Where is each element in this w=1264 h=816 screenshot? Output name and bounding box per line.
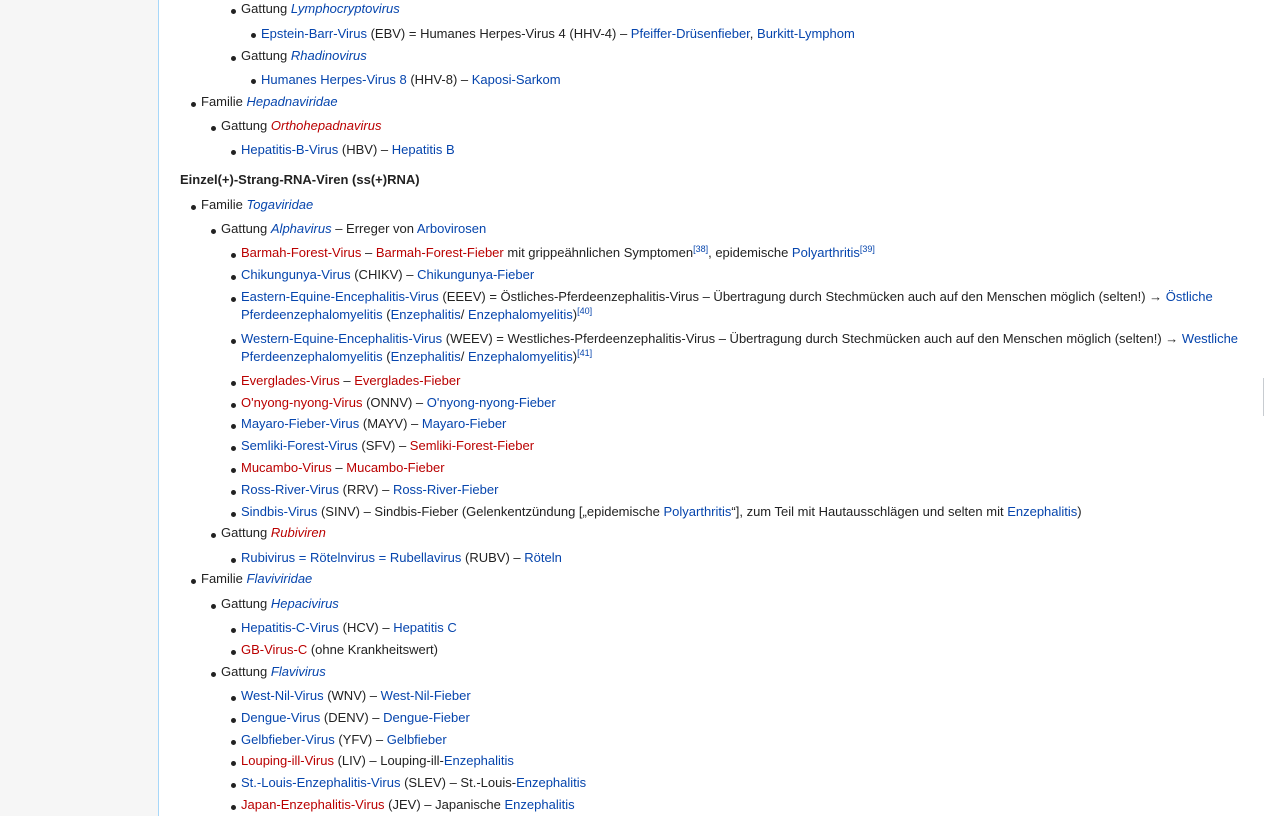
list-bullet xyxy=(211,672,216,677)
genus-link-hepacivirus[interactable]: Hepacivirus xyxy=(270,596,339,611)
list-bullet xyxy=(231,490,236,495)
link-arbovirosen[interactable]: Arbovirosen xyxy=(416,221,487,236)
list-bullet xyxy=(231,761,236,766)
genus-link-orthohepadnavirus[interactable]: Orthohepadnavirus xyxy=(270,118,382,133)
list-bullet xyxy=(231,468,236,473)
virus-link-epstein-barr[interactable]: Epstein-Barr-Virus xyxy=(261,26,367,41)
virus-link-semliki-forest[interactable]: Semliki-Forest-Virus xyxy=(241,438,358,453)
virus-link-barmah-forest[interactable]: Barmah-Forest-Virus xyxy=(241,245,362,260)
list-item: Mucambo-Virus – Mucambo-Fieber xyxy=(241,460,445,475)
list-bullet xyxy=(231,424,236,429)
list-item: Eastern-Equine-Encephalitis-Virus (EEEV) = Östliches-Pferdeenzephalitis-Virus – Übertragung durch Stechmücken auch auf den Menschen möglich (selten!) → Östliche Pferdeenzephalomyelitis (Enzephalitis/ Enzephalomyelitis)[40] xyxy=(241,289,1213,322)
family-link-flaviviridae[interactable]: Flaviviridae xyxy=(246,571,313,586)
list-item: St.-Louis-Enzephalitis-Virus (SLEV) – St.-Louis-Enzephalitis xyxy=(241,775,587,790)
list-bullet xyxy=(231,297,236,302)
list-bullet xyxy=(231,446,236,451)
list-bullet xyxy=(191,102,196,107)
disease-link-ross-river-fieber[interactable]: Ross-River-Fieber xyxy=(392,482,499,497)
list-item: Gelbfieber-Virus (YFV) – Gelbfieber xyxy=(241,732,447,747)
list-item: Japan-Enzephalitis-Virus (JEV) – Japanische Enzephalitis xyxy=(241,797,575,812)
virus-link-ross-river[interactable]: Ross-River-Virus xyxy=(241,482,339,497)
list-item: Humanes Herpes-Virus 8 (HHV-8) – Kaposi-Sarkom xyxy=(261,72,561,87)
list-item: Gattung Flavivirus xyxy=(221,664,326,679)
virus-link-mayaro[interactable]: Mayaro-Fieber-Virus xyxy=(241,416,360,431)
list-item: Gattung Lymphocryptovirus xyxy=(241,1,400,16)
virus-link-dengue[interactable]: Dengue-Virus xyxy=(241,710,321,725)
disease-link-gelbfieber[interactable]: Gelbfieber xyxy=(386,732,447,747)
disease-link-polyarthritis[interactable]: Polyarthritis xyxy=(791,245,860,260)
list-bullet xyxy=(231,718,236,723)
list-item: Gattung Orthohepadnavirus xyxy=(221,118,382,133)
genus-link-flavivirus[interactable]: Flavivirus xyxy=(270,664,326,679)
disease-link-roeteln[interactable]: Röteln xyxy=(524,550,562,565)
list-bullet xyxy=(191,205,196,210)
virus-link-onyong-nyong[interactable]: O'nyong-nyong-Virus xyxy=(241,395,363,410)
virus-link-weev[interactable]: Western-Equine-Encephalitis-Virus xyxy=(241,331,443,346)
list-bullet xyxy=(251,33,256,38)
disease-link-enzephalitis[interactable]: Enzephalitis xyxy=(504,797,575,812)
disease-link-mayaro-fieber[interactable]: Mayaro-Fieber xyxy=(421,416,507,431)
list-item: Western-Equine-Encephalitis-Virus (WEEV) = Westliches-Pferdeenzephalitis-Virus – Übertragung durch Stechmücken auch auf den Menschen möglich (selten!) → Westliche Pferdeenzephalomyelitis (Enzephalitis/ Enzephalomyelitis)[41] xyxy=(241,331,1239,364)
list-item: Everglades-Virus – Everglades-Fieber xyxy=(241,373,461,388)
list-item: GB-Virus-C (ohne Krankheitswert) xyxy=(241,642,438,657)
family-link-togaviridae[interactable]: Togaviridae xyxy=(246,197,314,212)
virus-link-louping-ill[interactable]: Louping-ill-Virus xyxy=(241,753,334,768)
reference-link[interactable]: [39] xyxy=(859,244,875,254)
virus-link-hcv[interactable]: Hepatitis-C-Virus xyxy=(241,620,340,635)
disease-link-enzephalitis[interactable]: Enzephalitis xyxy=(516,775,587,790)
list-item: Gattung Alphavirus – Erreger von Arbovirosen xyxy=(221,221,487,236)
list-bullet xyxy=(231,56,236,61)
list-item: Barmah-Forest-Virus – Barmah-Forest-Fieber mit grippeähnlichen Symptomen[38], epidemische Polyarthritis[39] xyxy=(241,244,875,260)
disease-link-westliche-pferdeenzephalomyelitis[interactable]: Westliche Pferdeenzephalomyelitis xyxy=(241,331,1239,364)
section-heading: Einzel(+)-Strang-RNA-Viren (ss(+)RNA) xyxy=(180,172,420,187)
list-bullet xyxy=(231,696,236,701)
reference-link[interactable]: [38] xyxy=(693,244,709,254)
list-item: Gattung Rubiviren xyxy=(221,525,326,540)
list-item: Sindbis-Virus (SINV) – Sindbis-Fieber (Gelenkentzündung [„epidemische Polyarthritis“], zum Teil mit Hautausschlägen und selten mit Enzephalitis) xyxy=(241,504,1082,519)
list-item: Hepatitis-C-Virus (HCV) – Hepatitis C xyxy=(241,620,457,635)
family-link-hepadnaviridae[interactable]: Hepadnaviridae xyxy=(246,94,338,109)
list-bullet xyxy=(231,783,236,788)
list-item: Familie Hepadnaviridae xyxy=(201,94,338,109)
list-item: Ross-River-Virus (RRV) – Ross-River-Fieber xyxy=(241,482,499,497)
disease-link-enzephalitis[interactable]: Enzephalitis xyxy=(390,307,461,322)
disease-link-oestliche-pferdeenzephalomyelitis[interactable]: Östliche Pferdeenzephalomyelitis xyxy=(241,289,1213,322)
list-item: Mayaro-Fieber-Virus (MAYV) – Mayaro-Fieber xyxy=(241,416,507,431)
article-content xyxy=(158,0,1264,816)
list-item: Semliki-Forest-Virus (SFV) – Semliki-Forest-Fieber xyxy=(241,438,535,453)
list-bullet xyxy=(211,533,216,538)
list-bullet xyxy=(231,150,236,155)
virus-link-everglades[interactable]: Everglades-Virus xyxy=(241,373,340,388)
list-item: Hepatitis-B-Virus (HBV) – Hepatitis B xyxy=(241,142,455,157)
list-bullet xyxy=(231,650,236,655)
list-item: O'nyong-nyong-Virus (ONNV) – O'nyong-nyong-Fieber xyxy=(241,395,556,410)
disease-link-onyong-nyong-fieber[interactable]: O'nyong-nyong-Fieber xyxy=(426,395,556,410)
virus-link-west-nil[interactable]: West-Nil-Virus xyxy=(241,688,324,703)
genus-link-lymphocryptovirus[interactable]: Lymphocryptovirus xyxy=(290,1,400,16)
list-bullet xyxy=(191,579,196,584)
disease-link-enzephalomyelitis[interactable]: Enzephalomyelitis xyxy=(467,349,573,364)
list-item: Gattung Rhadinovirus xyxy=(241,48,367,63)
list-bullet xyxy=(231,381,236,386)
list-item: Gattung Hepacivirus xyxy=(221,596,339,611)
list-bullet xyxy=(251,79,256,84)
disease-link-semliki-forest-fieber[interactable]: Semliki-Forest-Fieber xyxy=(409,438,535,453)
disease-link-pfeiffer[interactable]: Pfeiffer-Drüsenfieber xyxy=(630,26,750,41)
virus-link-gb-virus-c[interactable]: GB-Virus-C xyxy=(241,642,308,657)
list-item: Familie Togaviridae xyxy=(201,197,314,212)
virus-link-rubivirus[interactable]: Rubivirus = Rötelnvirus = Rubellavirus xyxy=(241,550,462,565)
list-bullet xyxy=(231,740,236,745)
virus-link-st-louis[interactable]: St.-Louis-Enzephalitis-Virus xyxy=(241,775,401,790)
disease-link-enzephalitis[interactable]: Enzephalitis xyxy=(390,349,461,364)
reference-link[interactable]: [41] xyxy=(577,348,593,358)
reference-link[interactable]: [40] xyxy=(577,306,593,316)
disease-link-enzephalomyelitis[interactable]: Enzephalomyelitis xyxy=(467,307,573,322)
list-item: Familie Flaviviridae xyxy=(201,571,313,586)
disease-link-burkitt[interactable]: Burkitt-Lymphom xyxy=(757,26,855,41)
genus-link-rubiviren[interactable]: Rubiviren xyxy=(270,525,326,540)
list-bullet xyxy=(211,229,216,234)
virus-link-eeev[interactable]: Eastern-Equine-Encephalitis-Virus xyxy=(241,289,439,304)
list-item: Epstein-Barr-Virus (EBV) = Humanes Herpes-Virus 4 (HHV-4) – Pfeiffer-Drüsenfieber, Burkitt-Lymphom xyxy=(261,26,855,41)
virus-link-hhv8[interactable]: Humanes Herpes-Virus 8 xyxy=(261,72,407,87)
list-bullet xyxy=(231,805,236,810)
list-item: Rubivirus = Rötelnvirus = Rubellavirus (RUBV) – Röteln xyxy=(241,550,562,565)
virus-link-hbv[interactable]: Hepatitis-B-Virus xyxy=(241,142,339,157)
disease-link-chikungunya-fieber[interactable]: Chikungunya-Fieber xyxy=(417,267,535,282)
list-item: Chikungunya-Virus (CHIKV) – Chikungunya-Fieber xyxy=(241,267,535,282)
disease-link-barmah-forest-fieber[interactable]: Barmah-Forest-Fieber xyxy=(375,245,504,260)
list-item: Louping-ill-Virus (LIV) – Louping-ill-Enzephalitis xyxy=(241,753,514,768)
list-bullet xyxy=(211,126,216,131)
disease-link-dengue-fieber[interactable]: Dengue-Fieber xyxy=(383,710,470,725)
virus-link-mucambo[interactable]: Mucambo-Virus xyxy=(241,460,332,475)
genus-link-rhadinovirus[interactable]: Rhadinovirus xyxy=(290,48,367,63)
list-bullet xyxy=(231,628,236,633)
disease-link-kaposi[interactable]: Kaposi-Sarkom xyxy=(471,72,561,87)
list-bullet xyxy=(231,339,236,344)
virus-link-japan-enzephalitis[interactable]: Japan-Enzephalitis-Virus xyxy=(241,797,385,812)
list-item: West-Nil-Virus (WNV) – West-Nil-Fieber xyxy=(241,688,471,703)
disease-link-mucambo-fieber[interactable]: Mucambo-Fieber xyxy=(346,460,445,475)
disease-link-polyarthritis[interactable]: Polyarthritis xyxy=(663,504,732,519)
list-bullet xyxy=(231,9,236,14)
list-bullet xyxy=(211,604,216,609)
list-bullet xyxy=(231,403,236,408)
list-bullet xyxy=(231,512,236,517)
virus-link-chikungunya[interactable]: Chikungunya-Virus xyxy=(241,267,351,282)
list-bullet xyxy=(231,253,236,258)
disease-link-enzephalitis[interactable]: Enzephalitis xyxy=(1007,504,1078,519)
disease-link-enzephalitis[interactable]: Enzephalitis xyxy=(443,753,514,768)
list-bullet xyxy=(231,558,236,563)
disease-link-hepatitis-b[interactable]: Hepatitis B xyxy=(391,142,455,157)
list-bullet xyxy=(231,275,236,280)
virus-link-gelbfieber[interactable]: Gelbfieber-Virus xyxy=(241,732,335,747)
disease-link-hepatitis-c[interactable]: Hepatitis C xyxy=(393,620,457,635)
genus-link-alphavirus[interactable]: Alphavirus xyxy=(270,221,332,236)
virus-link-sindbis[interactable]: Sindbis-Virus xyxy=(241,504,318,519)
disease-link-everglades-fieber[interactable]: Everglades-Fieber xyxy=(354,373,461,388)
disease-link-west-nil-fieber[interactable]: West-Nil-Fieber xyxy=(380,688,471,703)
list-item: Dengue-Virus (DENV) – Dengue-Fieber xyxy=(241,710,470,725)
